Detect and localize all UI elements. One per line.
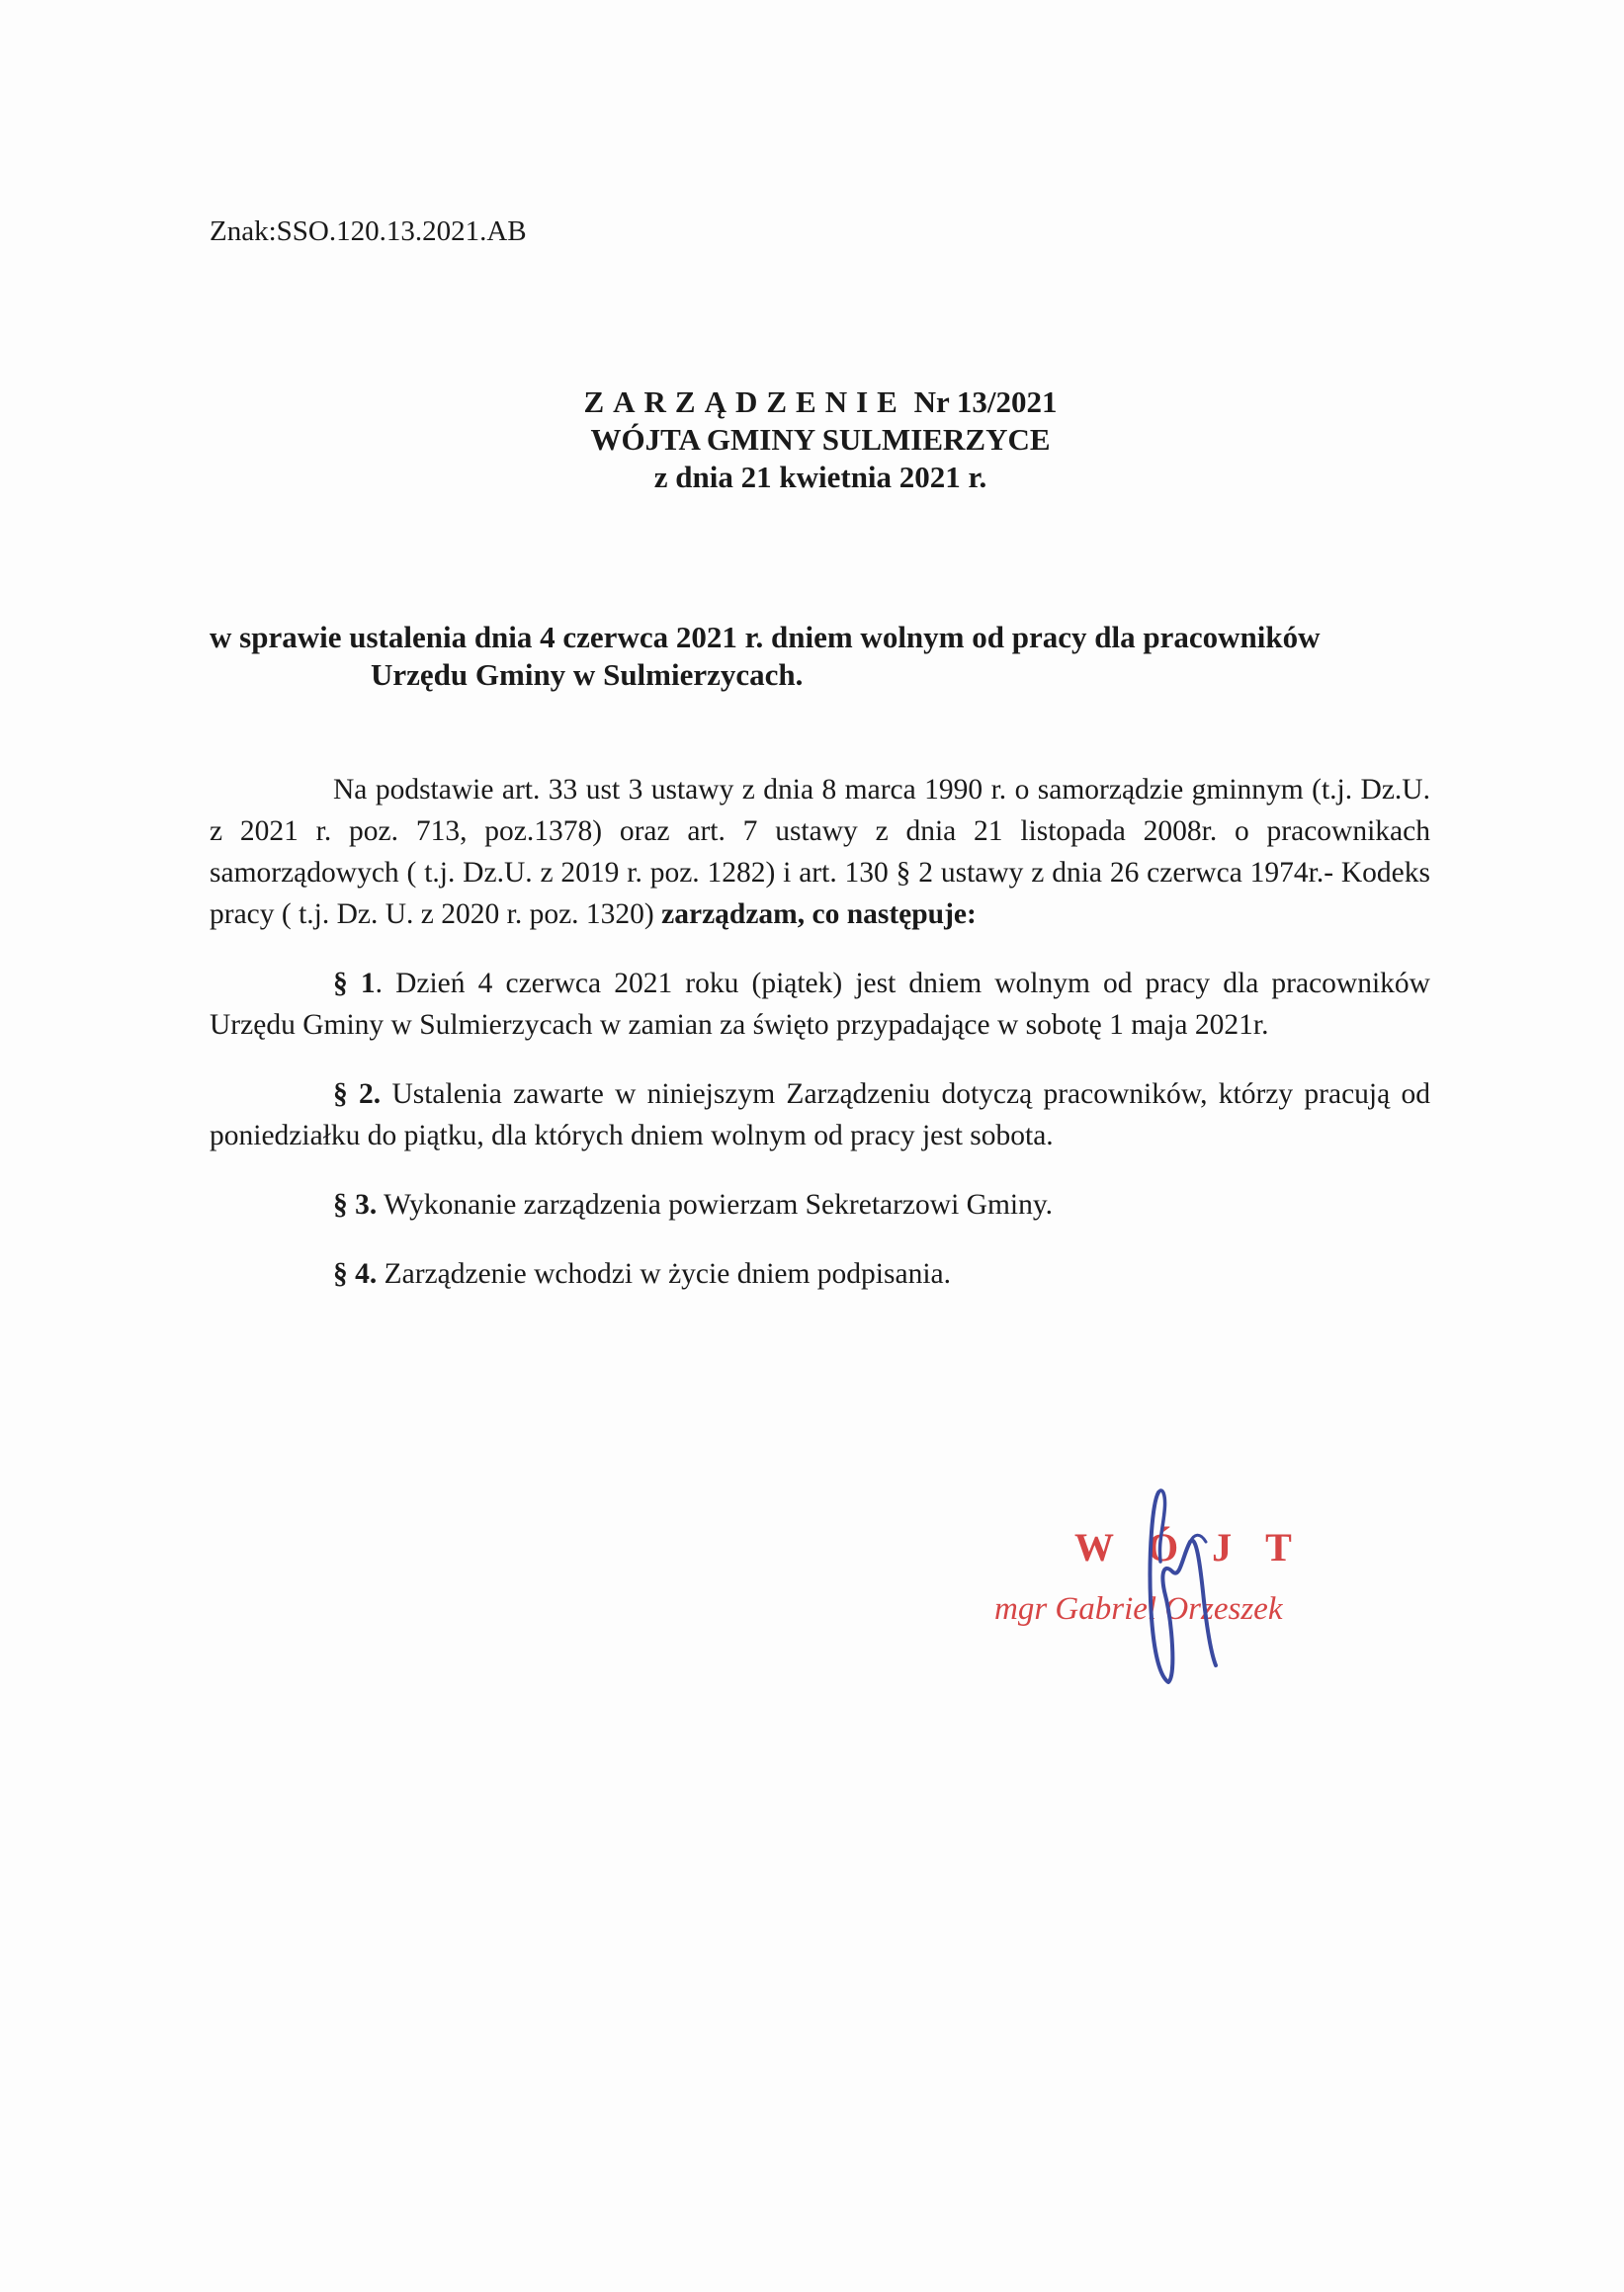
title-authority: WÓJTA GMINY SULMIERZYCE — [590, 422, 1051, 457]
paragraph-1 — [210, 963, 1430, 1046]
subject-line-1: w sprawie ustalenia dnia 4 czerwca 2021 r. dniem wolnym od pracy dla pracowników — [210, 620, 1321, 654]
preamble — [210, 769, 1430, 935]
title-number: Nr 13/2021 — [913, 384, 1058, 419]
title-block — [425, 383, 1216, 496]
subject-line-2: Urzędu Gminy w Sulmierzycach. — [371, 657, 804, 692]
paragraph-2 — [210, 1073, 1430, 1156]
title-line — [425, 383, 1216, 421]
title-date: z dnia 21 kwietnia 2021 r. — [653, 460, 987, 494]
paragraph-text: Wykonanie zarządzenia powierzam Sekretarzowi Gminy. — [377, 1189, 1054, 1221]
paragraph-3 — [210, 1184, 1430, 1226]
paragraph-4 — [210, 1253, 1430, 1295]
official-stamp — [979, 1473, 1374, 1700]
stamp-name: mgr Gabriel Orzeszek — [994, 1591, 1283, 1627]
paragraph-sign: § 4. — [333, 1258, 378, 1290]
paragraph-text: Ustalenia zawarte w niniejszym Zarządzeniu dotyczą pracowników, którzy pracują od poniedziałku do piątku, dla których dniem wolnym od pracy jest sobota. — [210, 1078, 1430, 1151]
title-word: ZARZĄDZENIE — [583, 384, 906, 419]
paragraph-sign: § 1 — [333, 968, 376, 999]
paragraph-text: Zarządzenie wchodzi w życie dniem podpisania. — [377, 1258, 951, 1290]
subject — [210, 619, 1435, 694]
paragraph-sign: § 2. — [333, 1078, 382, 1110]
document-reference: Znak:SSO.120.13.2021.AB — [210, 215, 527, 247]
handwritten-signature — [979, 1473, 1374, 1700]
document-body — [210, 769, 1430, 1295]
preamble-text: Na podstawie art. 33 ust 3 ustawy z dnia 8 marca 1990 r. o samorządzie gminnym (t.j. Dz.U. z 2021 r. poz. 713, poz.1378) oraz art. 7 ustawy z dnia 21 listopada 2008r. o pracownikach samorządowych ( t.j. Dz.U. z 2019 r. poz. 1282) i art. 130 § 2 ustawy z dnia 26 czerwca 1974r.- Kodeks pracy ( t.j. Dz. U. z 2020 r. poz. 1320) — [210, 774, 1430, 930]
stamp-title: WÓJT — [1074, 1525, 1325, 1570]
paragraph-sign: § 3. — [333, 1189, 378, 1221]
preamble-bold-ending: zarządzam, co następuje: — [661, 898, 977, 930]
paragraph-text: . Dzień 4 czerwca 2021 roku (piątek) jest dniem wolnym od pracy dla pracowników Urzędu Gminy w Sulmierzycach w zamian za święto przypadające w sobotę 1 maja 2021r. — [210, 968, 1430, 1041]
